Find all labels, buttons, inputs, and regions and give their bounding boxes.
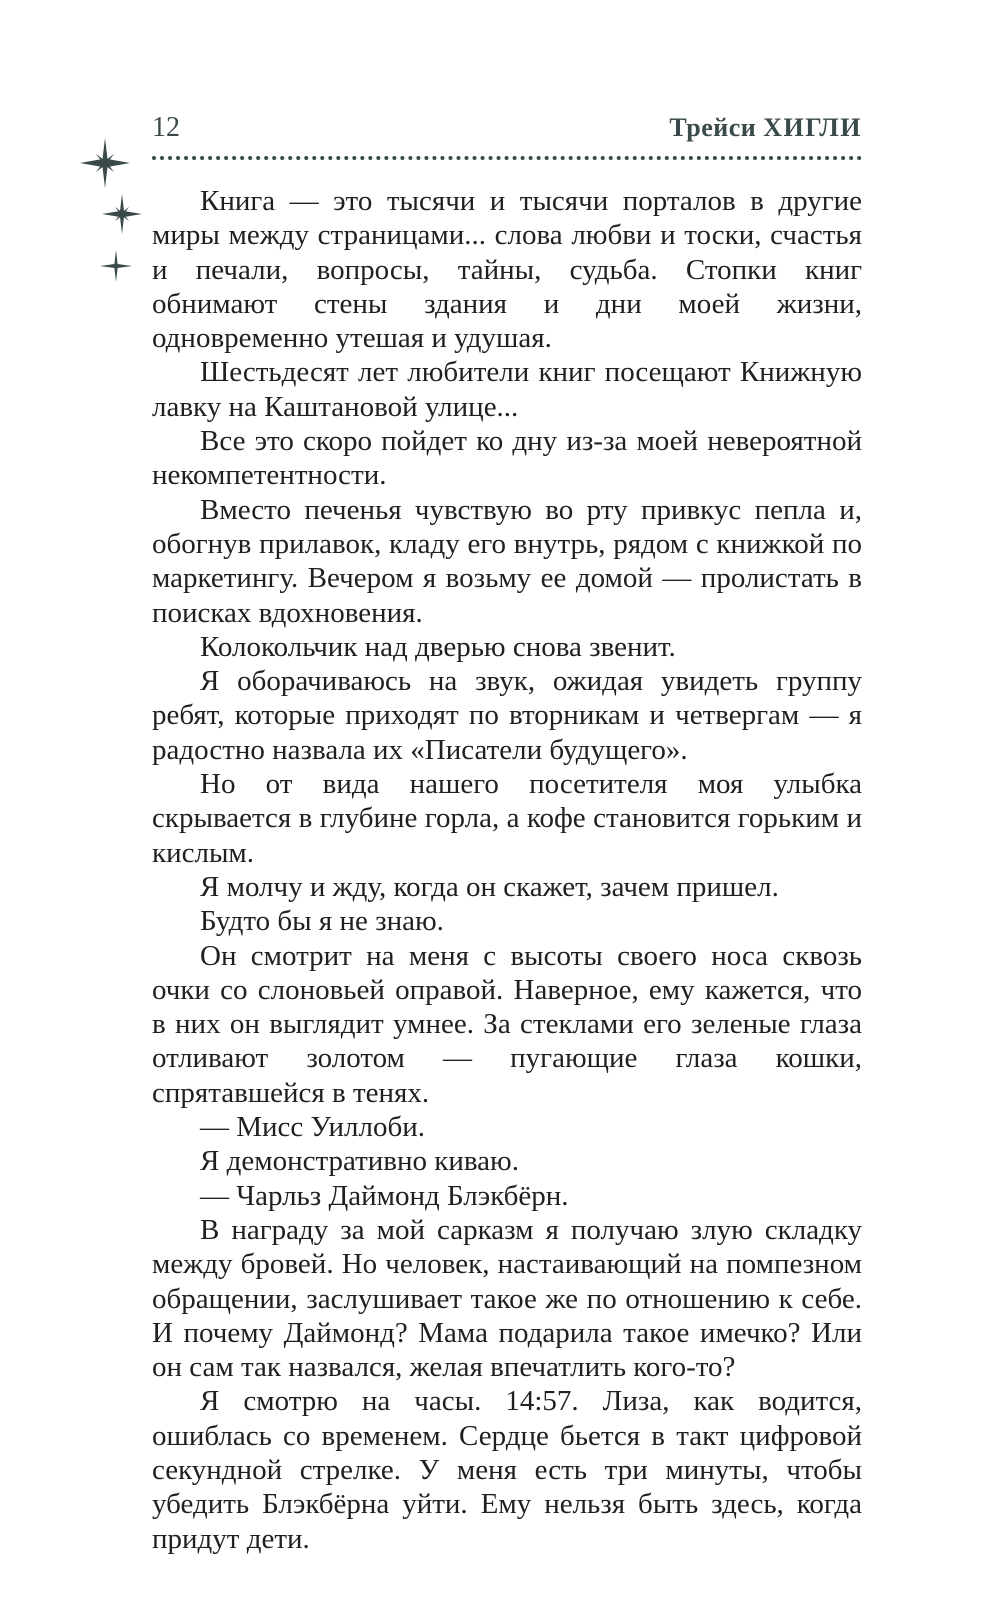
paragraph: Но от вида нашего посетителя моя улыбка скрывается в глубине горла, а кофе становится горьким и кислым. xyxy=(152,768,862,869)
sparkle-stars-icon xyxy=(80,128,150,288)
paragraph: Я оборачиваюсь на звук, ожидая увидеть группу ребят, которые приходят по вторникам и четвергам — я радостно назвала их «Писатели будущего». xyxy=(152,665,862,766)
paragraph: Я молчу и жду, когда он скажет, зачем пришел. xyxy=(200,870,779,903)
header-dotted-rule xyxy=(152,156,862,160)
paragraph: Он смотрит на меня с высоты своего носа сквозь очки со слоновьей оправой. Наверное, ему кажется, что в них он выглядит умнее. За стеклами его зеленые глаза отливают золотом — пугающие глаза кошки, спрятавшейся в тенях. xyxy=(152,939,862,1109)
sparkle-small-icon xyxy=(100,250,132,282)
paragraph: Я демонстративно киваю. xyxy=(200,1145,519,1178)
sparkle-medium-icon xyxy=(102,194,142,234)
paragraph: Все это скоро пойдет ко дну из-за моей невероятной некомпетентности. xyxy=(152,425,862,492)
dialogue-line: — Мисс Уиллоби. xyxy=(200,1111,426,1144)
paragraph: Я смотрю на часы. 14:57. Лиза, как водится, ошиблась со временем. Сердце бьется в такт цифровой секундной стрелке. У меня есть три минуты, чтобы убедить Блэкбёрна уйти. Ему нельзя быть здесь, когда придут дети. xyxy=(152,1385,862,1555)
running-head-author xyxy=(669,112,862,144)
page-header xyxy=(152,112,862,148)
paragraph: В награду за мой сарказм я получаю злую складку между бровей. Но человек, настаивающий на помпезном обращении, заслушивает такое же по отношению к себе. И почему Даймонд? Мама подарила такое имечко? Или он сам так назвался, желая впечатлить кого-то? xyxy=(152,1213,862,1384)
paragraph: Колокольчик над дверью снова звенит. xyxy=(200,630,676,663)
paragraph: Вместо печенья чувствую во рту привкус пепла и, обогнув прилавок, кладу его внутрь, рядом с книжкой по маркетингу. Вечером я возьму ее домой — пролистать в поисках вдохновения. xyxy=(152,493,862,629)
paragraph: Книга — это тысячи и тысячи порталов в другие миры между страницами... слова любви и тоски, счастья и печали, вопросы, тайны, судьба. Стопки книг обнимают стены здания и дни моей жизни, одновременно утешая и удушая. xyxy=(152,185,862,355)
author-last-name: ХИГЛИ xyxy=(763,113,862,142)
dialogue-line: — Чарльз Даймонд Блэкбёрн. xyxy=(200,1179,569,1212)
paragraph: Будто бы я не знаю. xyxy=(200,905,444,938)
paragraph: Шестьдесят лет любители книг посещают Книжную лавку на Каштановой улице... xyxy=(152,356,862,423)
body-text xyxy=(152,184,862,1556)
sparkle-large-icon xyxy=(80,138,130,188)
author-first-name: Трейси xyxy=(669,113,757,142)
page-number: 12 xyxy=(152,112,180,143)
